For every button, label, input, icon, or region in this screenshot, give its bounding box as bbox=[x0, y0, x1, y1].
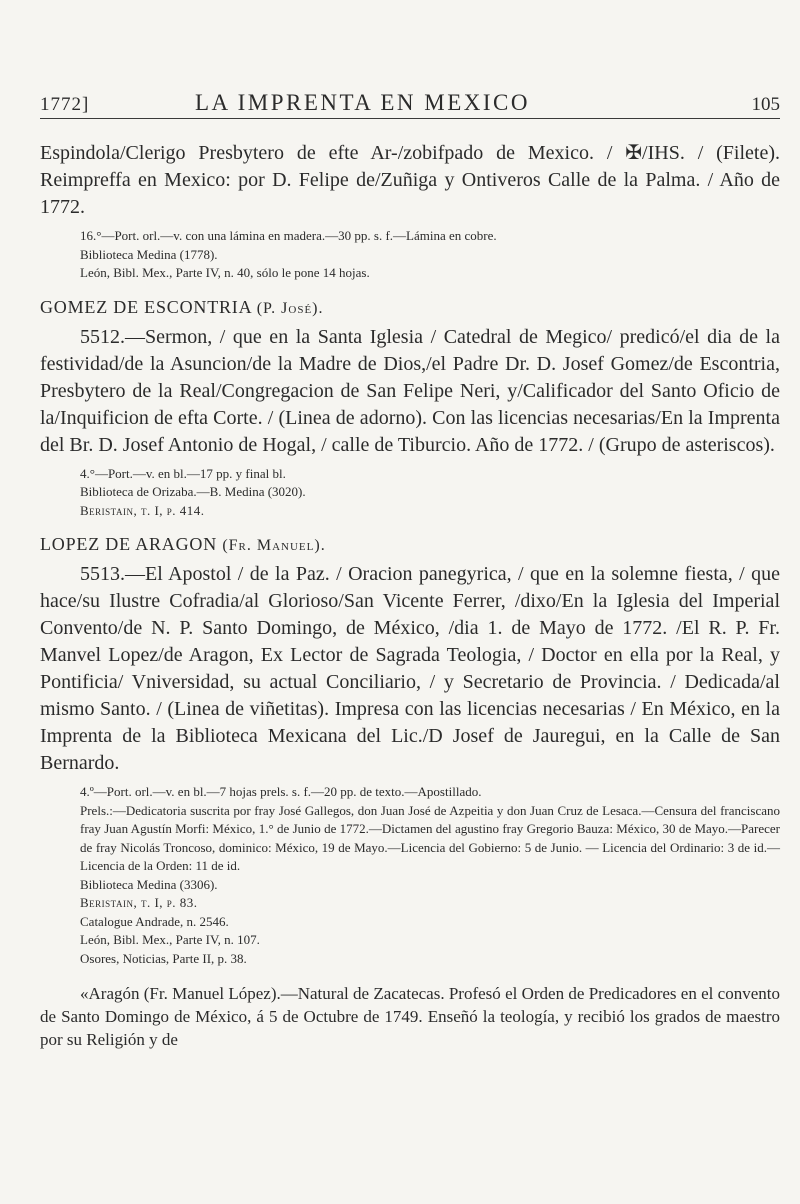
header-year: 1772] bbox=[40, 94, 90, 115]
author-name: LOPEZ DE ARAGON bbox=[40, 534, 217, 554]
biography-quote: «Aragón (Fr. Manuel López).—Natural de Zacatecas. Profesó el Orden de Predicadores en el convento de Santo Domingo de México, á 5 de Octubre de 1749. Enseñó la teología, y recibió los grados de maestro por su Religión y de bbox=[40, 984, 780, 1049]
note-line: Beristain, t. I, p. 83. bbox=[80, 895, 198, 910]
note-line: Prels.:—Dedicatoria suscrita por fray José Gallegos, don Juan José de Azpeitia y don Juan Cruz de Lesaca.—Censura del franciscano fray Juan Agustín Morfi: México, 1.° de Junio de 1772.—Dictamen del agustino fray Gregorio Bauza: México, 30 de Mayo.—Parecer de fray Nicolás Troncoso, dominico: México, 19 de Mayo.—Licencia del Gobierno: 5 de Junio. — Licencia del Ordinario: 3 de id.—Licencia de la Orden: 11 de id. bbox=[80, 802, 780, 873]
note-line: 16.°—Port. orl.—v. con una lámina en madera.—30 pp. s. f.—Lámina en cobre. bbox=[80, 228, 497, 243]
page-number: 105 bbox=[751, 94, 780, 115]
entry-5513: 5513.—El Apostol / de la Paz. / Oracion panegyrica, / que en la solemne fiesta, / que hace/su Ilustre Cofradia/al Glorioso/San Vicente Ferrer, /dixo/En la Iglesia del Imperial Convento/de N. P. Santo Domingo, de México, /dia 1. de Mayo de 1772. /El R. P. Fr. Manvel Lopez/de Aragon, Ex Lector de Sagrada Teologia, / Doctor en ella por la Real, y Pontificia/ Vniversidad, su actual Conciliario, / y Secretario de Provincia. / Dedicada/al mismo Santo. / (Linea de viñetitas). Impresa con las licencias necesarias / En México, en la Imprenta de la Biblioteca Mexicana del Lic./D Josef de Jauregui, en la Calle de San Bernardo. bbox=[40, 563, 780, 774]
note-line: 4.º—Port. orl.—v. en bl.—7 hojas prels. s. f.—20 pp. de texto.—Apostillado. bbox=[80, 784, 482, 799]
entry-continuation: Espindola/Clerigo Presbytero de efte Ar-/zobifpado de Mexico. / ✠/IHS. / (Filete). Reimpreffa en Mexico: por D. Felipe de/Zuñiga y Ontiveros Calle de la Palma. / Año de 1772. bbox=[40, 142, 780, 218]
note-line: Biblioteca Medina (1778). bbox=[80, 246, 218, 262]
note-line: León, Bibl. Mex., Parte IV, n. 107. bbox=[80, 932, 260, 947]
author-name: GOMEZ DE ESCONTRIA bbox=[40, 296, 252, 317]
note-line: Beristain, t. I, p. 414. bbox=[80, 502, 205, 518]
header-title: LA IMPRENTA EN MEXICO bbox=[195, 90, 530, 115]
note-line: Biblioteca de Orizaba.—B. Medina (3020). bbox=[80, 484, 306, 499]
note-line: Catalogue Andrade, n. 2546. bbox=[80, 913, 229, 929]
note-line: Biblioteca Medina (3306). bbox=[80, 876, 218, 892]
note-line: León, Bibl. Mex., Parte IV, n. 40, sólo le pone 14 hojas. bbox=[80, 265, 370, 280]
author-given-name: (Fr. Manuel). bbox=[222, 537, 326, 554]
entry-5512-notes bbox=[40, 465, 780, 521]
note-line: 4.°—Port.—v. en bl.—17 pp. y final bl. bbox=[80, 465, 286, 481]
page-content bbox=[40, 140, 780, 1051]
note-line: Osores, Noticias, Parte II, p. 38. bbox=[80, 950, 247, 966]
author-heading bbox=[40, 297, 780, 318]
author-given-name: (P. José). bbox=[256, 299, 324, 317]
author-heading bbox=[40, 534, 780, 555]
entry-5512: 5512.—Sermon, / que en la Santa Iglesia / Catedral de Megico/ predicó/el dia de la festividad/de la Asuncion/de la Madre de Dios,/el Padre Dr. D. Josef Gomez/de Escontria, Presbytero de la Real/Congregacion de San Felipe Neri, y/Calificador del Santo Oficio de la/Inquificion de efta Corte. / (Linea de adorno). Con las licencias necesarias/En la Imprenta del Br. D. Josef Antonio de Hogal, / calle de Tiburcio. Año de 1772. / (Grupo de asteriscos). bbox=[40, 325, 780, 456]
running-header bbox=[40, 88, 780, 119]
entry-continuation-notes bbox=[40, 227, 780, 283]
entry-5513-notes bbox=[40, 783, 780, 968]
